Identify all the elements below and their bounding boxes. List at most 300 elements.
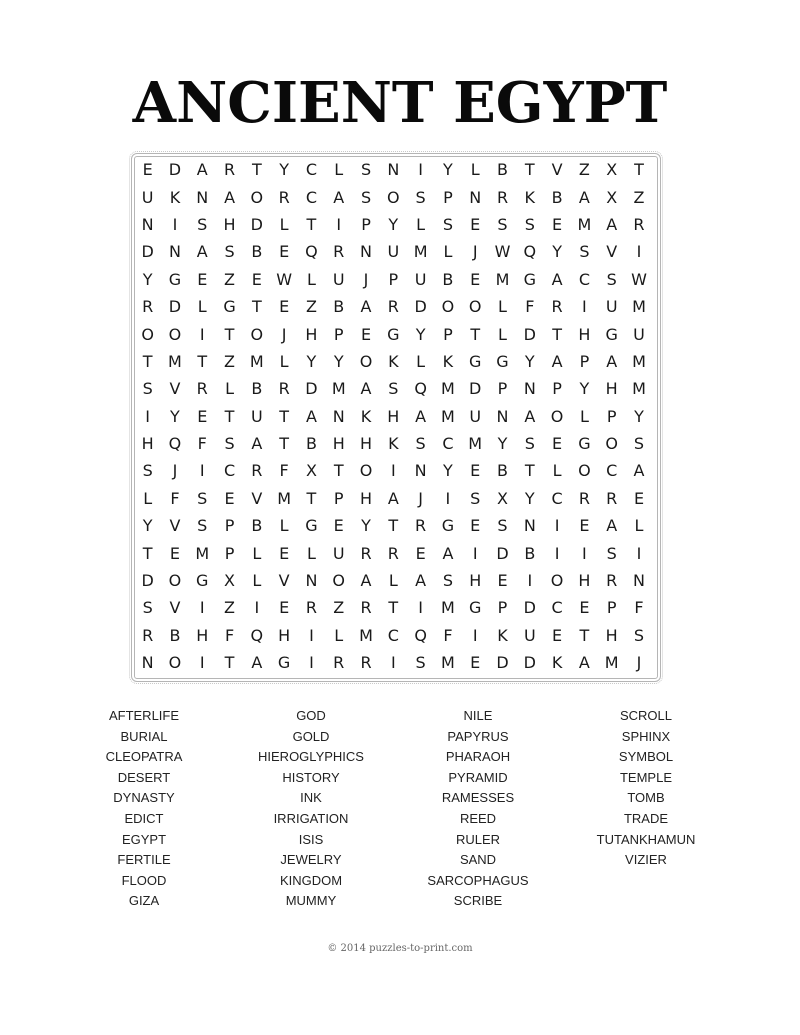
grid-letter[interactable]: G bbox=[496, 351, 509, 371]
grid-letter[interactable]: L bbox=[143, 488, 153, 508]
grid-letter[interactable]: G bbox=[223, 297, 236, 317]
grid-letter[interactable]: H bbox=[196, 625, 209, 645]
grid-letter[interactable]: O bbox=[250, 187, 264, 207]
grid-letter[interactable]: U bbox=[605, 297, 618, 317]
grid-letter[interactable]: F bbox=[170, 488, 180, 508]
grid-letter[interactable]: O bbox=[550, 406, 564, 426]
grid-letter[interactable]: T bbox=[279, 434, 290, 454]
grid-letter[interactable]: P bbox=[388, 269, 399, 289]
grid-letter[interactable]: Y bbox=[443, 160, 453, 180]
grid-letter[interactable]: R bbox=[278, 187, 290, 207]
grid-letter[interactable]: I bbox=[199, 653, 205, 673]
grid-letter[interactable]: B bbox=[251, 379, 263, 399]
grid-letter[interactable]: M bbox=[195, 543, 210, 563]
grid-letter[interactable]: S bbox=[360, 160, 372, 180]
grid-letter[interactable]: B bbox=[497, 160, 508, 180]
grid-letter[interactable]: S bbox=[497, 214, 508, 234]
grid-letter[interactable]: E bbox=[633, 488, 645, 508]
grid-letter[interactable]: S bbox=[142, 461, 153, 481]
grid-letter[interactable]: O bbox=[468, 297, 482, 317]
grid-letter[interactable]: S bbox=[224, 434, 235, 454]
grid-letter[interactable]: D bbox=[141, 242, 154, 262]
grid-letter[interactable]: A bbox=[606, 214, 618, 234]
grid-letter[interactable]: F bbox=[634, 598, 644, 618]
grid-letter[interactable]: T bbox=[251, 297, 262, 317]
grid-letter[interactable]: R bbox=[360, 598, 372, 618]
grid-letter[interactable]: E bbox=[470, 461, 481, 481]
grid-letter[interactable]: D bbox=[523, 598, 536, 618]
grid-letter[interactable]: A bbox=[606, 351, 618, 371]
grid-letter[interactable]: Y bbox=[443, 461, 453, 481]
grid-letter[interactable]: C bbox=[305, 160, 318, 180]
grid-letter[interactable]: O bbox=[605, 434, 618, 454]
grid-letter[interactable]: A bbox=[196, 160, 208, 180]
grid-letter[interactable]: G bbox=[441, 516, 455, 536]
grid-letter[interactable]: I bbox=[472, 625, 478, 645]
grid-letter[interactable]: R bbox=[223, 160, 236, 180]
grid-letter[interactable]: O bbox=[578, 461, 591, 481]
grid-letter[interactable]: J bbox=[281, 324, 287, 344]
grid-letter[interactable]: G bbox=[469, 351, 482, 371]
grid-letter[interactable]: I bbox=[390, 461, 396, 481]
grid-letter[interactable]: T bbox=[524, 160, 535, 180]
grid-letter[interactable]: C bbox=[551, 488, 563, 508]
grid-letter[interactable]: C bbox=[442, 434, 454, 454]
grid-letter[interactable]: M bbox=[495, 269, 510, 289]
grid-letter[interactable]: A bbox=[333, 187, 345, 207]
grid-letter[interactable]: K bbox=[524, 187, 536, 207]
grid-letter[interactable]: V bbox=[606, 242, 618, 262]
grid-letter[interactable]: P bbox=[606, 406, 617, 426]
grid-letter[interactable]: R bbox=[305, 598, 317, 618]
grid-letter[interactable]: O bbox=[550, 571, 564, 591]
grid-letter[interactable]: B bbox=[524, 543, 536, 563]
grid-letter[interactable]: S bbox=[197, 214, 208, 234]
grid-letter[interactable]: L bbox=[334, 160, 344, 180]
grid-letter[interactable]: Y bbox=[524, 351, 535, 371]
grid-letter[interactable]: B bbox=[251, 516, 263, 536]
grid-letter[interactable]: Y bbox=[333, 351, 344, 371]
grid-letter[interactable]: R bbox=[278, 379, 290, 399]
grid-letter[interactable]: L bbox=[470, 160, 480, 180]
grid-letter[interactable]: L bbox=[498, 324, 507, 344]
grid-letter[interactable]: T bbox=[524, 461, 535, 481]
grid-letter[interactable]: T bbox=[142, 351, 153, 371]
grid-letter[interactable]: H bbox=[141, 434, 154, 454]
grid-letter[interactable]: O bbox=[387, 187, 400, 207]
grid-letter[interactable]: D bbox=[168, 297, 182, 317]
grid-letter[interactable]: U bbox=[469, 406, 482, 426]
grid-letter[interactable]: Q bbox=[523, 242, 537, 262]
grid-letter[interactable]: R bbox=[142, 297, 154, 317]
grid-letter[interactable]: S bbox=[524, 214, 535, 234]
grid-letter[interactable]: R bbox=[578, 488, 590, 508]
grid-letter[interactable]: R bbox=[633, 214, 645, 234]
grid-letter[interactable]: T bbox=[388, 516, 399, 536]
grid-letter[interactable]: S bbox=[360, 187, 372, 207]
grid-letter[interactable]: S bbox=[142, 379, 153, 399]
grid-letter[interactable]: W bbox=[494, 242, 511, 262]
grid-letter[interactable]: I bbox=[636, 242, 642, 262]
grid-letter[interactable]: R bbox=[360, 543, 372, 563]
grid-letter[interactable]: E bbox=[579, 516, 590, 536]
grid-letter[interactable]: J bbox=[472, 242, 478, 262]
grid-letter[interactable]: Q bbox=[414, 625, 427, 645]
grid-letter[interactable]: K bbox=[360, 406, 372, 426]
grid-letter[interactable]: V bbox=[169, 598, 181, 618]
grid-letter[interactable]: U bbox=[523, 625, 536, 645]
grid-letter[interactable]: L bbox=[197, 297, 207, 317]
grid-letter[interactable]: E bbox=[470, 269, 481, 289]
grid-letter[interactable]: Z bbox=[224, 269, 236, 289]
grid-letter[interactable]: N bbox=[196, 187, 209, 207]
grid-letter[interactable]: I bbox=[418, 160, 423, 180]
grid-letter[interactable]: G bbox=[196, 571, 209, 591]
grid-letter[interactable]: I bbox=[554, 516, 560, 536]
grid-letter[interactable]: P bbox=[606, 598, 617, 618]
grid-letter[interactable]: E bbox=[552, 625, 563, 645]
grid-letter[interactable]: M bbox=[277, 488, 292, 508]
grid-letter[interactable]: J bbox=[363, 269, 369, 289]
grid-letter[interactable]: H bbox=[605, 625, 618, 645]
grid-letter[interactable]: R bbox=[142, 625, 154, 645]
grid-letter[interactable]: A bbox=[633, 461, 645, 481]
grid-letter[interactable]: S bbox=[142, 598, 153, 618]
grid-letter[interactable]: U bbox=[141, 187, 154, 207]
grid-letter[interactable]: S bbox=[442, 571, 453, 591]
grid-letter[interactable]: I bbox=[554, 543, 560, 563]
grid-letter[interactable]: E bbox=[470, 214, 481, 234]
grid-letter[interactable]: I bbox=[309, 653, 314, 673]
grid-letter[interactable]: T bbox=[552, 324, 562, 344]
grid-letter[interactable]: I bbox=[636, 543, 642, 563]
grid-letter[interactable]: Y bbox=[279, 160, 290, 180]
grid-letter[interactable]: I bbox=[445, 488, 451, 508]
grid-letter[interactable]: L bbox=[498, 297, 507, 317]
grid-letter[interactable]: N bbox=[305, 571, 318, 591]
grid-letter[interactable]: A bbox=[196, 242, 208, 262]
grid-letter[interactable]: T bbox=[470, 324, 481, 344]
grid-letter[interactable]: K bbox=[388, 434, 399, 454]
grid-letter[interactable]: E bbox=[470, 516, 481, 536]
grid-letter[interactable]: R bbox=[606, 571, 618, 591]
grid-letter[interactable]: C bbox=[578, 269, 590, 289]
grid-letter[interactable]: A bbox=[606, 516, 618, 536]
grid-letter[interactable]: N bbox=[469, 187, 482, 207]
grid-letter[interactable]: I bbox=[418, 598, 423, 618]
grid-letter[interactable]: U bbox=[414, 269, 427, 289]
grid-letter[interactable]: P bbox=[361, 214, 371, 234]
grid-letter[interactable]: T bbox=[224, 653, 235, 673]
grid-letter[interactable]: D bbox=[305, 379, 318, 399]
grid-letter[interactable]: T bbox=[388, 598, 399, 618]
grid-letter[interactable]: P bbox=[443, 324, 453, 344]
grid-letter[interactable]: L bbox=[634, 516, 644, 536]
grid-letter[interactable]: I bbox=[199, 461, 205, 481]
grid-letter[interactable]: T bbox=[251, 160, 262, 180]
grid-letter[interactable]: T bbox=[197, 351, 208, 371]
grid-letter[interactable]: X bbox=[606, 160, 618, 180]
grid-letter[interactable]: J bbox=[418, 488, 423, 508]
grid-letter[interactable]: X bbox=[224, 571, 236, 591]
grid-letter[interactable]: G bbox=[168, 269, 182, 289]
grid-letter[interactable]: I bbox=[582, 543, 587, 563]
grid-letter[interactable]: A bbox=[415, 571, 427, 591]
grid-letter[interactable]: N bbox=[414, 461, 427, 481]
grid-letter[interactable]: B bbox=[333, 297, 345, 317]
grid-letter[interactable]: L bbox=[252, 571, 262, 591]
grid-letter[interactable]: S bbox=[470, 488, 481, 508]
grid-letter[interactable]: E bbox=[470, 653, 481, 673]
grid-letter[interactable]: Y bbox=[142, 269, 153, 289]
grid-letter[interactable]: L bbox=[334, 625, 344, 645]
grid-letter[interactable]: L bbox=[306, 543, 316, 563]
grid-letter[interactable]: D bbox=[168, 160, 182, 180]
grid-letter[interactable]: N bbox=[387, 160, 400, 180]
grid-letter[interactable]: H bbox=[332, 434, 345, 454]
grid-letter[interactable]: Y bbox=[361, 516, 371, 536]
grid-letter[interactable]: C bbox=[223, 461, 236, 481]
grid-letter[interactable]: L bbox=[443, 242, 453, 262]
grid-letter[interactable]: A bbox=[578, 187, 590, 207]
grid-letter[interactable]: Y bbox=[579, 379, 590, 399]
grid-letter[interactable]: P bbox=[333, 488, 344, 508]
grid-letter[interactable]: V bbox=[551, 160, 563, 180]
grid-letter[interactable]: U bbox=[332, 269, 345, 289]
grid-letter[interactable]: Z bbox=[305, 297, 317, 317]
grid-letter[interactable]: M bbox=[632, 297, 646, 317]
grid-letter[interactable]: A bbox=[578, 653, 590, 673]
grid-letter[interactable]: L bbox=[252, 543, 262, 563]
grid-letter[interactable]: H bbox=[387, 406, 400, 426]
grid-letter[interactable]: X bbox=[305, 461, 317, 481]
grid-letter[interactable]: Q bbox=[414, 379, 427, 399]
grid-letter[interactable]: M bbox=[441, 379, 455, 399]
grid-letter[interactable]: K bbox=[497, 625, 508, 645]
grid-letter[interactable]: S bbox=[415, 434, 426, 454]
grid-letter[interactable]: R bbox=[387, 543, 399, 563]
grid-letter[interactable]: G bbox=[605, 324, 618, 344]
grid-letter[interactable]: M bbox=[249, 351, 264, 371]
grid-letter[interactable]: Q bbox=[168, 434, 182, 454]
grid-letter[interactable]: Z bbox=[578, 160, 590, 180]
grid-letter[interactable]: Z bbox=[333, 598, 345, 618]
grid-letter[interactable]: E bbox=[497, 571, 508, 591]
grid-letter[interactable]: A bbox=[360, 379, 372, 399]
grid-letter[interactable]: O bbox=[359, 351, 373, 371]
grid-letter[interactable]: B bbox=[497, 461, 508, 481]
grid-letter[interactable]: H bbox=[278, 625, 291, 645]
grid-letter[interactable]: E bbox=[579, 598, 590, 618]
grid-letter[interactable]: L bbox=[416, 351, 426, 371]
grid-letter[interactable]: A bbox=[551, 269, 563, 289]
grid-letter[interactable]: A bbox=[551, 351, 563, 371]
grid-letter[interactable]: B bbox=[305, 434, 317, 454]
grid-letter[interactable]: A bbox=[415, 406, 427, 426]
grid-letter[interactable]: L bbox=[279, 516, 289, 536]
grid-letter[interactable]: H bbox=[305, 324, 318, 344]
grid-letter[interactable]: E bbox=[197, 269, 208, 289]
grid-letter[interactable]: B bbox=[251, 242, 263, 262]
grid-letter[interactable]: N bbox=[523, 379, 536, 399]
grid-letter[interactable]: R bbox=[360, 653, 372, 673]
grid-letter[interactable]: S bbox=[524, 434, 535, 454]
grid-letter[interactable]: P bbox=[497, 598, 508, 618]
grid-letter[interactable]: M bbox=[441, 653, 455, 673]
grid-letter[interactable]: I bbox=[254, 598, 260, 618]
grid-letter[interactable]: X bbox=[497, 488, 508, 508]
grid-letter[interactable]: Q bbox=[250, 625, 264, 645]
grid-letter[interactable]: J bbox=[636, 653, 642, 673]
grid-letter[interactable]: F bbox=[443, 625, 453, 645]
grid-letter[interactable]: Y bbox=[142, 516, 153, 536]
grid-letter[interactable]: D bbox=[141, 571, 154, 591]
grid-letter[interactable]: M bbox=[413, 242, 428, 262]
grid-letter[interactable]: D bbox=[469, 379, 482, 399]
grid-letter[interactable]: P bbox=[552, 379, 562, 399]
grid-letter[interactable]: M bbox=[331, 379, 346, 399]
grid-letter[interactable]: C bbox=[551, 598, 563, 618]
grid-letter[interactable]: U bbox=[633, 324, 645, 344]
grid-letter[interactable]: S bbox=[442, 214, 453, 234]
grid-letter[interactable]: I bbox=[172, 214, 178, 234]
grid-letter[interactable]: Y bbox=[497, 434, 508, 454]
grid-letter[interactable]: T bbox=[224, 406, 235, 426]
grid-letter[interactable]: T bbox=[224, 324, 235, 344]
grid-letter[interactable]: P bbox=[333, 324, 344, 344]
grid-letter[interactable]: S bbox=[197, 488, 208, 508]
grid-letter[interactable]: T bbox=[634, 160, 644, 180]
grid-letter[interactable]: M bbox=[604, 653, 619, 673]
grid-letter[interactable]: V bbox=[169, 516, 181, 536]
grid-letter[interactable]: R bbox=[196, 379, 208, 399]
grid-letter[interactable]: S bbox=[606, 543, 617, 563]
grid-letter[interactable]: L bbox=[579, 406, 589, 426]
grid-letter[interactable]: Y bbox=[306, 351, 317, 371]
grid-letter[interactable]: O bbox=[168, 653, 182, 673]
grid-letter[interactable]: S bbox=[415, 187, 426, 207]
grid-letter[interactable]: N bbox=[141, 653, 154, 673]
grid-letter[interactable]: P bbox=[224, 516, 235, 536]
grid-letter[interactable]: E bbox=[251, 269, 262, 289]
grid-letter[interactable]: K bbox=[388, 351, 399, 371]
grid-letter[interactable]: I bbox=[390, 653, 396, 673]
grid-letter[interactable]: S bbox=[415, 653, 426, 673]
grid-letter[interactable]: E bbox=[279, 242, 290, 262]
grid-letter[interactable]: Z bbox=[633, 187, 645, 207]
grid-letter[interactable]: O bbox=[359, 461, 373, 481]
grid-letter[interactable]: E bbox=[552, 214, 563, 234]
grid-letter[interactable]: J bbox=[172, 461, 178, 481]
grid-letter[interactable]: E bbox=[415, 543, 426, 563]
grid-letter[interactable]: E bbox=[224, 488, 235, 508]
grid-letter[interactable]: Y bbox=[552, 242, 562, 262]
grid-letter[interactable]: N bbox=[168, 242, 181, 262]
grid-letter[interactable]: K bbox=[442, 351, 454, 371]
grid-letter[interactable]: M bbox=[359, 625, 373, 645]
grid-letter[interactable]: O bbox=[141, 324, 154, 344]
grid-letter[interactable]: Z bbox=[224, 598, 236, 618]
grid-letter[interactable]: W bbox=[276, 269, 293, 289]
grid-letter[interactable]: O bbox=[332, 571, 346, 591]
grid-letter[interactable]: P bbox=[443, 187, 453, 207]
grid-letter[interactable]: T bbox=[306, 488, 317, 508]
grid-letter[interactable]: B bbox=[551, 187, 563, 207]
grid-letter[interactable]: U bbox=[250, 406, 263, 426]
grid-letter[interactable]: H bbox=[578, 571, 591, 591]
grid-letter[interactable]: A bbox=[524, 406, 536, 426]
grid-letter[interactable]: L bbox=[416, 214, 426, 234]
grid-letter[interactable]: P bbox=[579, 351, 590, 371]
grid-letter[interactable]: P bbox=[497, 379, 508, 399]
grid-letter[interactable]: L bbox=[552, 461, 562, 481]
grid-letter[interactable]: F bbox=[197, 434, 207, 454]
grid-letter[interactable]: E bbox=[142, 160, 153, 180]
grid-letter[interactable]: A bbox=[251, 434, 263, 454]
grid-letter[interactable]: C bbox=[305, 187, 318, 207]
grid-letter[interactable]: L bbox=[279, 214, 289, 234]
grid-letter[interactable]: F bbox=[224, 625, 235, 645]
grid-letter[interactable]: I bbox=[527, 571, 533, 591]
grid-letter[interactable]: E bbox=[279, 598, 290, 618]
grid-letter[interactable]: W bbox=[631, 269, 647, 289]
grid-letter[interactable]: M bbox=[632, 379, 646, 399]
grid-letter[interactable]: Q bbox=[305, 242, 318, 262]
grid-letter[interactable]: X bbox=[606, 187, 618, 207]
grid-letter[interactable]: T bbox=[279, 406, 290, 426]
grid-letter[interactable]: S bbox=[388, 379, 399, 399]
grid-letter[interactable]: I bbox=[199, 598, 205, 618]
grid-letter[interactable]: L bbox=[306, 269, 316, 289]
grid-letter[interactable]: D bbox=[496, 543, 509, 563]
grid-letter[interactable]: I bbox=[199, 324, 205, 344]
grid-letter[interactable]: G bbox=[469, 598, 482, 618]
grid-letter[interactable]: M bbox=[168, 351, 182, 371]
grid-letter[interactable]: A bbox=[224, 187, 236, 207]
grid-letter[interactable]: U bbox=[332, 543, 345, 563]
grid-letter[interactable]: Z bbox=[224, 351, 236, 371]
grid-letter[interactable]: H bbox=[578, 324, 591, 344]
grid-letter[interactable]: E bbox=[360, 324, 372, 344]
grid-letter[interactable]: L bbox=[388, 571, 398, 591]
grid-letter[interactable]: S bbox=[633, 625, 645, 645]
grid-letter[interactable]: B bbox=[169, 625, 181, 645]
grid-letter[interactable]: S bbox=[633, 434, 645, 454]
grid-letter[interactable]: S bbox=[224, 242, 235, 262]
grid-letter[interactable]: N bbox=[523, 516, 536, 536]
grid-letter[interactable]: G bbox=[578, 434, 591, 454]
grid-letter[interactable]: R bbox=[551, 297, 563, 317]
grid-letter[interactable]: T bbox=[579, 625, 590, 645]
grid-letter[interactable]: O bbox=[168, 571, 182, 591]
grid-letter[interactable]: N bbox=[360, 242, 372, 262]
grid-letter[interactable]: F bbox=[279, 461, 289, 481]
grid-letter[interactable]: G bbox=[305, 516, 318, 536]
grid-letter[interactable]: M bbox=[577, 214, 592, 234]
grid-letter[interactable]: D bbox=[523, 653, 536, 673]
grid-letter[interactable]: N bbox=[141, 214, 154, 234]
grid-letter[interactable]: E bbox=[552, 434, 563, 454]
grid-letter[interactable]: M bbox=[441, 598, 455, 618]
grid-letter[interactable]: I bbox=[472, 543, 478, 563]
grid-letter[interactable]: T bbox=[333, 461, 344, 481]
grid-letter[interactable]: E bbox=[197, 406, 208, 426]
grid-letter[interactable]: Y bbox=[415, 324, 426, 344]
grid-letter[interactable]: P bbox=[224, 543, 235, 563]
grid-letter[interactable]: T bbox=[142, 543, 153, 563]
grid-letter[interactable]: B bbox=[442, 269, 454, 289]
grid-letter[interactable]: E bbox=[333, 516, 344, 536]
